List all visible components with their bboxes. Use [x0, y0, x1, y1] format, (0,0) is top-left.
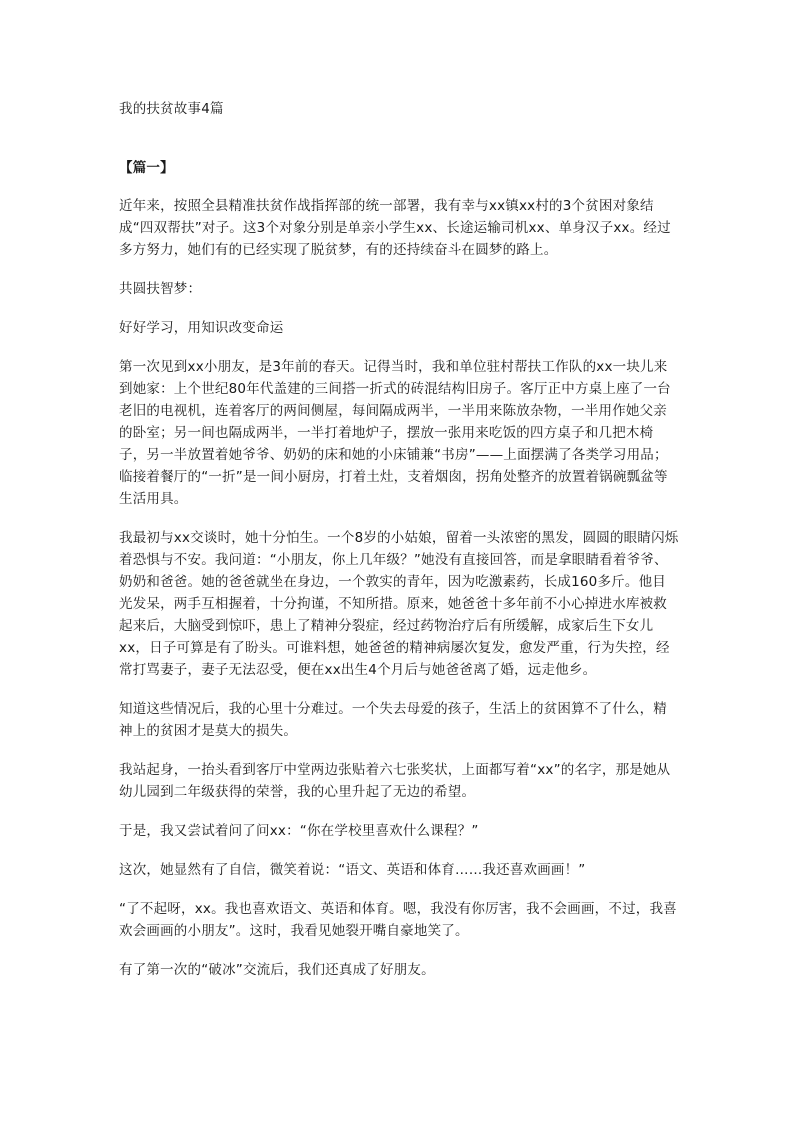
paragraph-motto: 好好学习，用知识改变命运: [119, 320, 284, 336]
paragraph-awards: 我站起身，一抬头看到客厅中堂两边张贴着六七张奖状，上面都写着“xx”的名字，那是她从幼儿园到二年级获得的荣誉，我的心里升起了无边的希望。: [119, 762, 671, 800]
paragraph-subtitle: 共圆扶智梦：: [119, 281, 202, 297]
paragraph-question: 于是，我又尝试着问了问xx：“你在学校里喜欢什么课程？”: [119, 823, 479, 839]
document-body: [119, 98, 679, 981]
paragraph-friends: 有了第一次的“破冰”交流后，我们还真成了好朋友。: [119, 962, 435, 978]
paragraph-conversation: 我最初与xx交谈时，她十分怕生。一个8岁的小姑娘，留着一头浓密的黑发，圆圆的眼睛闪烁着恐惧与不安。我问道：“小朋友，你上几年级？”她没有直接回答，而是拿眼睛看着爷爷、奶奶和爸爸。她的爸爸就坐在身边，一个敦实的青年，因为吃激素药，长成160多斤。他目光发呆，两手互相握着，十分拘谨，不知所措。原来，她爸爸十多年前不小心掉进水库被救起来后，大脑受到惊吓，患上了精神分裂症，经过药物治疗后有所缓解，成家后生下女儿xx，日子可算是有了盼头。可谁料想，她爸爸的精神病屡次复发，愈发严重，行为失控，经常打骂妻子，妻子无法忍受，便在xx出生4个月后与她爸爸离了婚，远走他乡。: [119, 530, 679, 678]
paragraph-intro: 近年来，按照全县精准扶贫作战指挥部的统一部署，我有幸与xx镇xx村的3个贫困对象结成“四双帮扶”对子。这3个对象分别是单亲小学生xx、长途运输司机xx、单身汉子xx。经过多方努力，她们有的已经实现了脱贫梦，有的还持续奋斗在圆梦的路上。: [119, 198, 671, 258]
paragraph-reflection: 知道这些情况后，我的心里十分难过。一个失去母爱的孩子，生活上的贫困算不了什么，精神上的贫困才是莫大的损失。: [119, 701, 667, 739]
paragraph-reply: “了不起呀，xx。我也喜欢语文、英语和体育。嗯，我没有你厉害，我不会画画，不过，我喜欢会画画的小朋友”。这时，我看见她裂开嘴自豪地笑了。: [119, 901, 677, 939]
document-title: 我的扶贫故事4篇: [119, 101, 224, 117]
paragraph-first-visit: 第一次见到xx小朋友，是3年前的春天。记得当时，我和单位驻村帮扶工作队的xx一块儿来到她家：上个世纪80年代盖建的三间搭一折式的砖混结构旧房子。客厅正中方桌上座了一台老旧的电视机，连着客厅的两间侧屋，每间隔成两半，一半用来陈放杂物，一半用作她父亲的卧室；另一间也隔成两半，一半打着地炉子，摆放一张用来吃饭的四方桌子和几把木椅子，另一半放置着她爷爷、奶奶的床和她的小床铺兼“书房”——上面摆满了各类学习用品；临接着餐厅的“一折”是一间小厨房，打着土灶，支着烟囱，拐角处整齐的放置着锅碗瓢盆等生活用具。: [119, 359, 671, 507]
paragraph-answer: 这次，她显然有了自信，微笑着说：“语文、英语和体育……我还喜欢画画！”: [119, 862, 586, 878]
section-heading: 【篇一】: [119, 160, 174, 176]
